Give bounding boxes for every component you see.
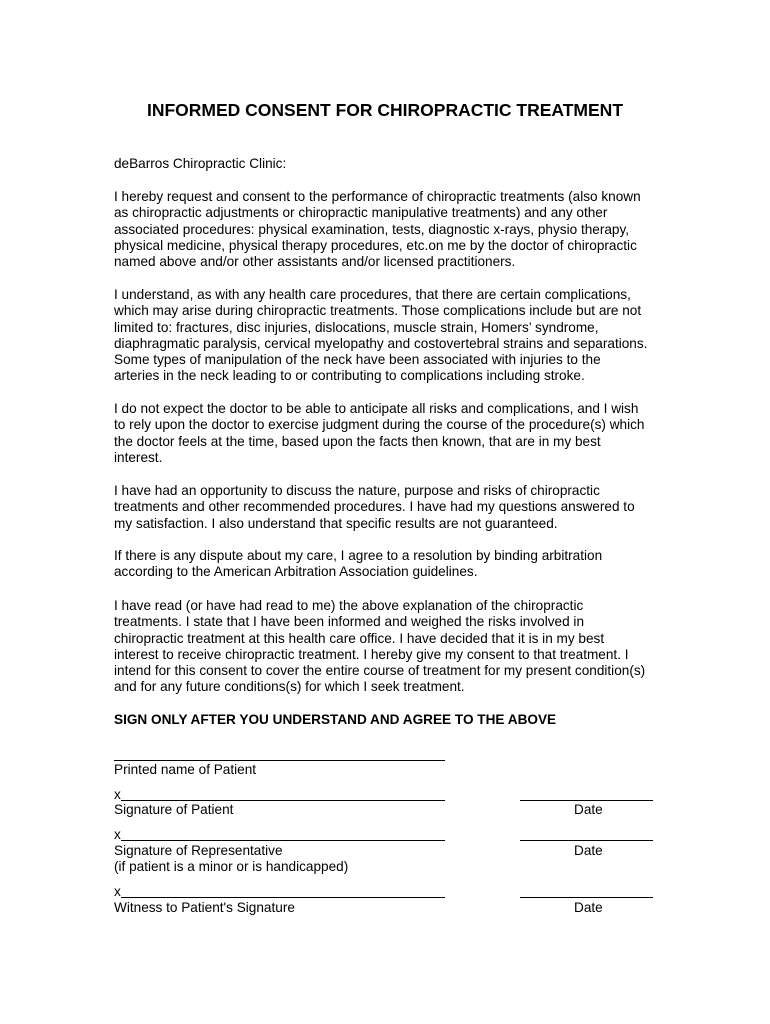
paragraph-complications [114,287,662,385]
paragraph-line: diaphragmatic paralysis, cervical myelopathy and costovertebral strains and separations. [114,335,648,351]
representative-signature-x-mark: x [114,827,121,842]
paragraph-discussion [114,483,662,532]
paragraph-line: I have had an opportunity to discuss the nature, purpose and risks of chiropractic [114,483,600,498]
clinic-name: deBarros Chiropractic Clinic: [114,156,287,171]
representative-signature-line[interactable] [121,840,445,841]
paragraph-line: to rely upon the doctor to exercise judgment during the course of the procedure(s) which [114,417,645,433]
paragraph-line: and for any future conditions(s) for which I seek treatment. [114,679,465,695]
paragraph-line: which may arise during chiropractic treatments. Those complications include but are not [114,303,642,319]
paragraph-line: treatments. I state that I have been informed and weighed the risks involved in [114,614,585,630]
witness-date-line[interactable] [520,897,653,898]
patient-signature-line[interactable] [121,800,445,801]
witness-signature-x-mark: x [114,884,121,899]
witness-signature-line[interactable] [121,897,445,898]
paragraph-line: If there is any dispute about my care, I agree to a resolution by binding arbitration [114,548,603,563]
printed-name-line[interactable] [114,760,445,761]
paragraph-line: I hereby request and consent to the performance of chiropractic treatments (also known [114,189,641,204]
paragraph-line: I do not expect the doctor to be able to anticipate all risks and complications, and I wish [114,401,639,416]
representative-date-label: Date [574,843,603,858]
paragraph-line: treatments and other recommended procedures. I have had my questions answered to [114,499,635,515]
representative-note: (if patient is a minor or is handicapped) [114,859,349,874]
paragraph-line: limited to: fractures, disc injuries, dislocations, muscle strain, Homers’ syndrome, [114,319,599,335]
paragraph-line: physical medicine, physical therapy procedures, etc.on me by the doctor of chiropractic [114,237,637,253]
paragraph-line: interest to receive chiropractic treatment. I hereby give my consent to that treatment. I [114,646,629,662]
paragraph-line: my satisfaction. I also understand that specific results are not guaranteed. [114,515,558,531]
paragraph-line: according to the American Arbitration Association guidelines. [114,564,478,580]
sign-notice: SIGN ONLY AFTER YOU UNDERSTAND AND AGREE TO THE ABOVE [114,712,557,727]
paragraph-line: Some types of manipulation of the neck have been associated with injuries to the [114,352,601,368]
paragraph-line: named above and/or other assistants and/or licensed practitioners. [114,254,516,270]
representative-signature-label: Signature of Representative [114,843,283,858]
paragraph-line: chiropractic treatment at this health care office. I have decided that it is in my best [114,630,605,646]
paragraph-acknowledgement [114,598,662,696]
paragraph-consent-request [114,189,662,270]
witness-signature-label: Witness to Patient's Signature [114,900,295,915]
patient-signature-x-mark: x [114,787,121,802]
paragraph-line: interest. [114,449,163,465]
paragraph-line: as chiropractic adjustments or chiropractic manipulative treatments) and any other [114,205,608,221]
paragraph-risks [114,401,662,466]
paragraph-line: I understand, as with any health care procedures, that there are certain complications, [114,287,631,302]
paragraph-line: intend for this consent to cover the entire course of treatment for my present condition(s) [114,663,646,679]
patient-date-label: Date [574,802,603,817]
document-title: INFORMED CONSENT FOR CHIROPRACTIC TREATMENT [146,100,624,120]
printed-name-label: Printed name of Patient [114,762,257,777]
patient-signature-label: Signature of Patient [114,802,234,817]
paragraph-line: associated procedures: physical examination, tests, diagnostic x-rays, physio therapy, [114,221,630,237]
witness-date-label: Date [574,900,603,915]
patient-date-line[interactable] [520,800,653,801]
paragraph-line: I have read (or have had read to me) the above explanation of the chiropractic [114,598,584,613]
paragraph-arbitration [114,548,662,581]
paragraph-line: the doctor feels at the time, based upon the facts then known, that are in my best [114,433,601,449]
representative-date-line[interactable] [520,840,653,841]
paragraph-line: arteries in the neck leading to or contributing to complications including stroke. [114,368,585,384]
